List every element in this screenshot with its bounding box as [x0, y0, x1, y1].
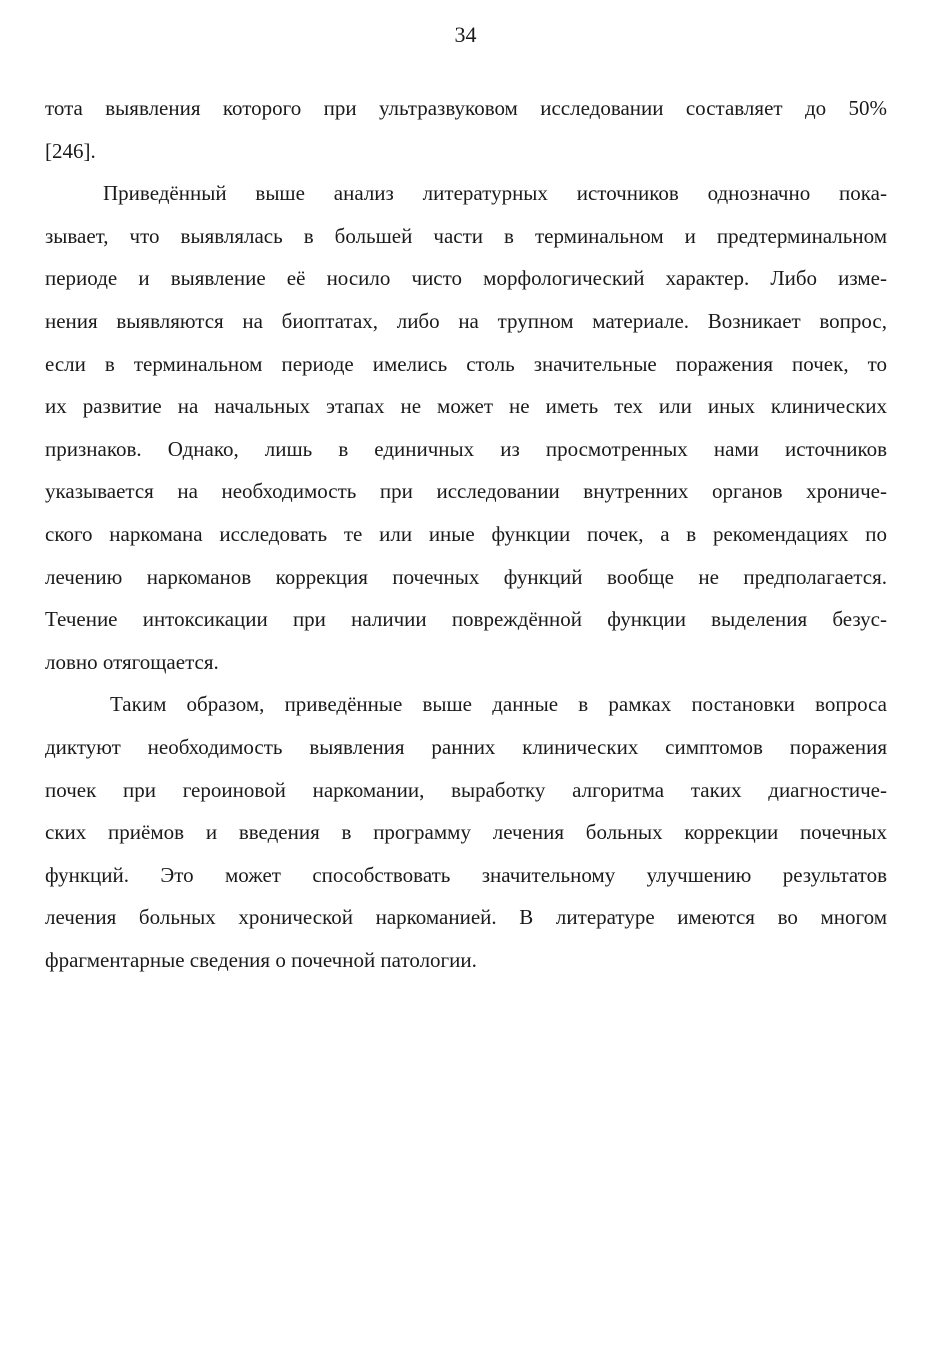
- text-line: функций. Это может способствовать значительному улучшению результатов: [45, 862, 887, 887]
- text-line: фрагментарные сведения о почечной патологии.: [45, 947, 477, 972]
- text-line: диктуют необходимость выявления ранних клинических симптомов поражения: [45, 734, 887, 759]
- text-line: зывает, что выявлялась в большей части в терминальном и предтерминальном: [45, 223, 887, 248]
- paragraph-1: [45, 87, 887, 172]
- text-line: нения выявляются на биоптатах, либо на трупном материале. Возникает вопрос,: [45, 308, 887, 333]
- text-line: [246].: [45, 138, 96, 163]
- text-line: указывается на необходимость при исследовании внутренних органов хрониче-: [45, 479, 887, 504]
- text-line: ловно отягощается.: [45, 649, 219, 674]
- text-line: ского наркомана исследовать те или иные функции почек, а в рекомендациях по: [45, 521, 887, 546]
- document-body: [45, 87, 887, 981]
- text-line: лечения больных хронической наркоманией. В литературе имеются во многом: [45, 905, 887, 930]
- text-line: признаков. Однако, лишь в единичных из просмотренных нами источников: [45, 436, 887, 461]
- text-line: тота выявления которого при ультразвуковом исследовании составляет до 50%: [45, 96, 887, 120]
- text-line: ских приёмов и введения в программу лечения больных коррекции почечных: [45, 820, 887, 845]
- text-line: периоде и выявление её носило чисто морфологический характер. Либо изме-: [45, 266, 887, 291]
- paragraph-3: [45, 683, 887, 981]
- text-line: лечению наркоманов коррекция почечных функций вообще не предполагается.: [45, 564, 887, 589]
- text-line: их развитие на начальных этапах не может не иметь тех или иных клинических: [45, 394, 887, 419]
- page-number: 34: [454, 22, 477, 47]
- text-line: почек при героиновой наркомании, выработку алгоритма таких диагностиче-: [45, 777, 887, 802]
- text-line: Таким образом, приведённые выше данные в рамках постановки вопроса: [110, 692, 887, 717]
- text-line: Приведённый выше анализ литературных источников однозначно пока-: [103, 181, 887, 206]
- text-line: Течение интоксикации при наличии повреждённой функции выделения безус-: [45, 607, 887, 632]
- text-line: если в терминальном периоде имелись столь значительные поражения почек, то: [45, 351, 887, 376]
- paragraph-2: [45, 172, 887, 683]
